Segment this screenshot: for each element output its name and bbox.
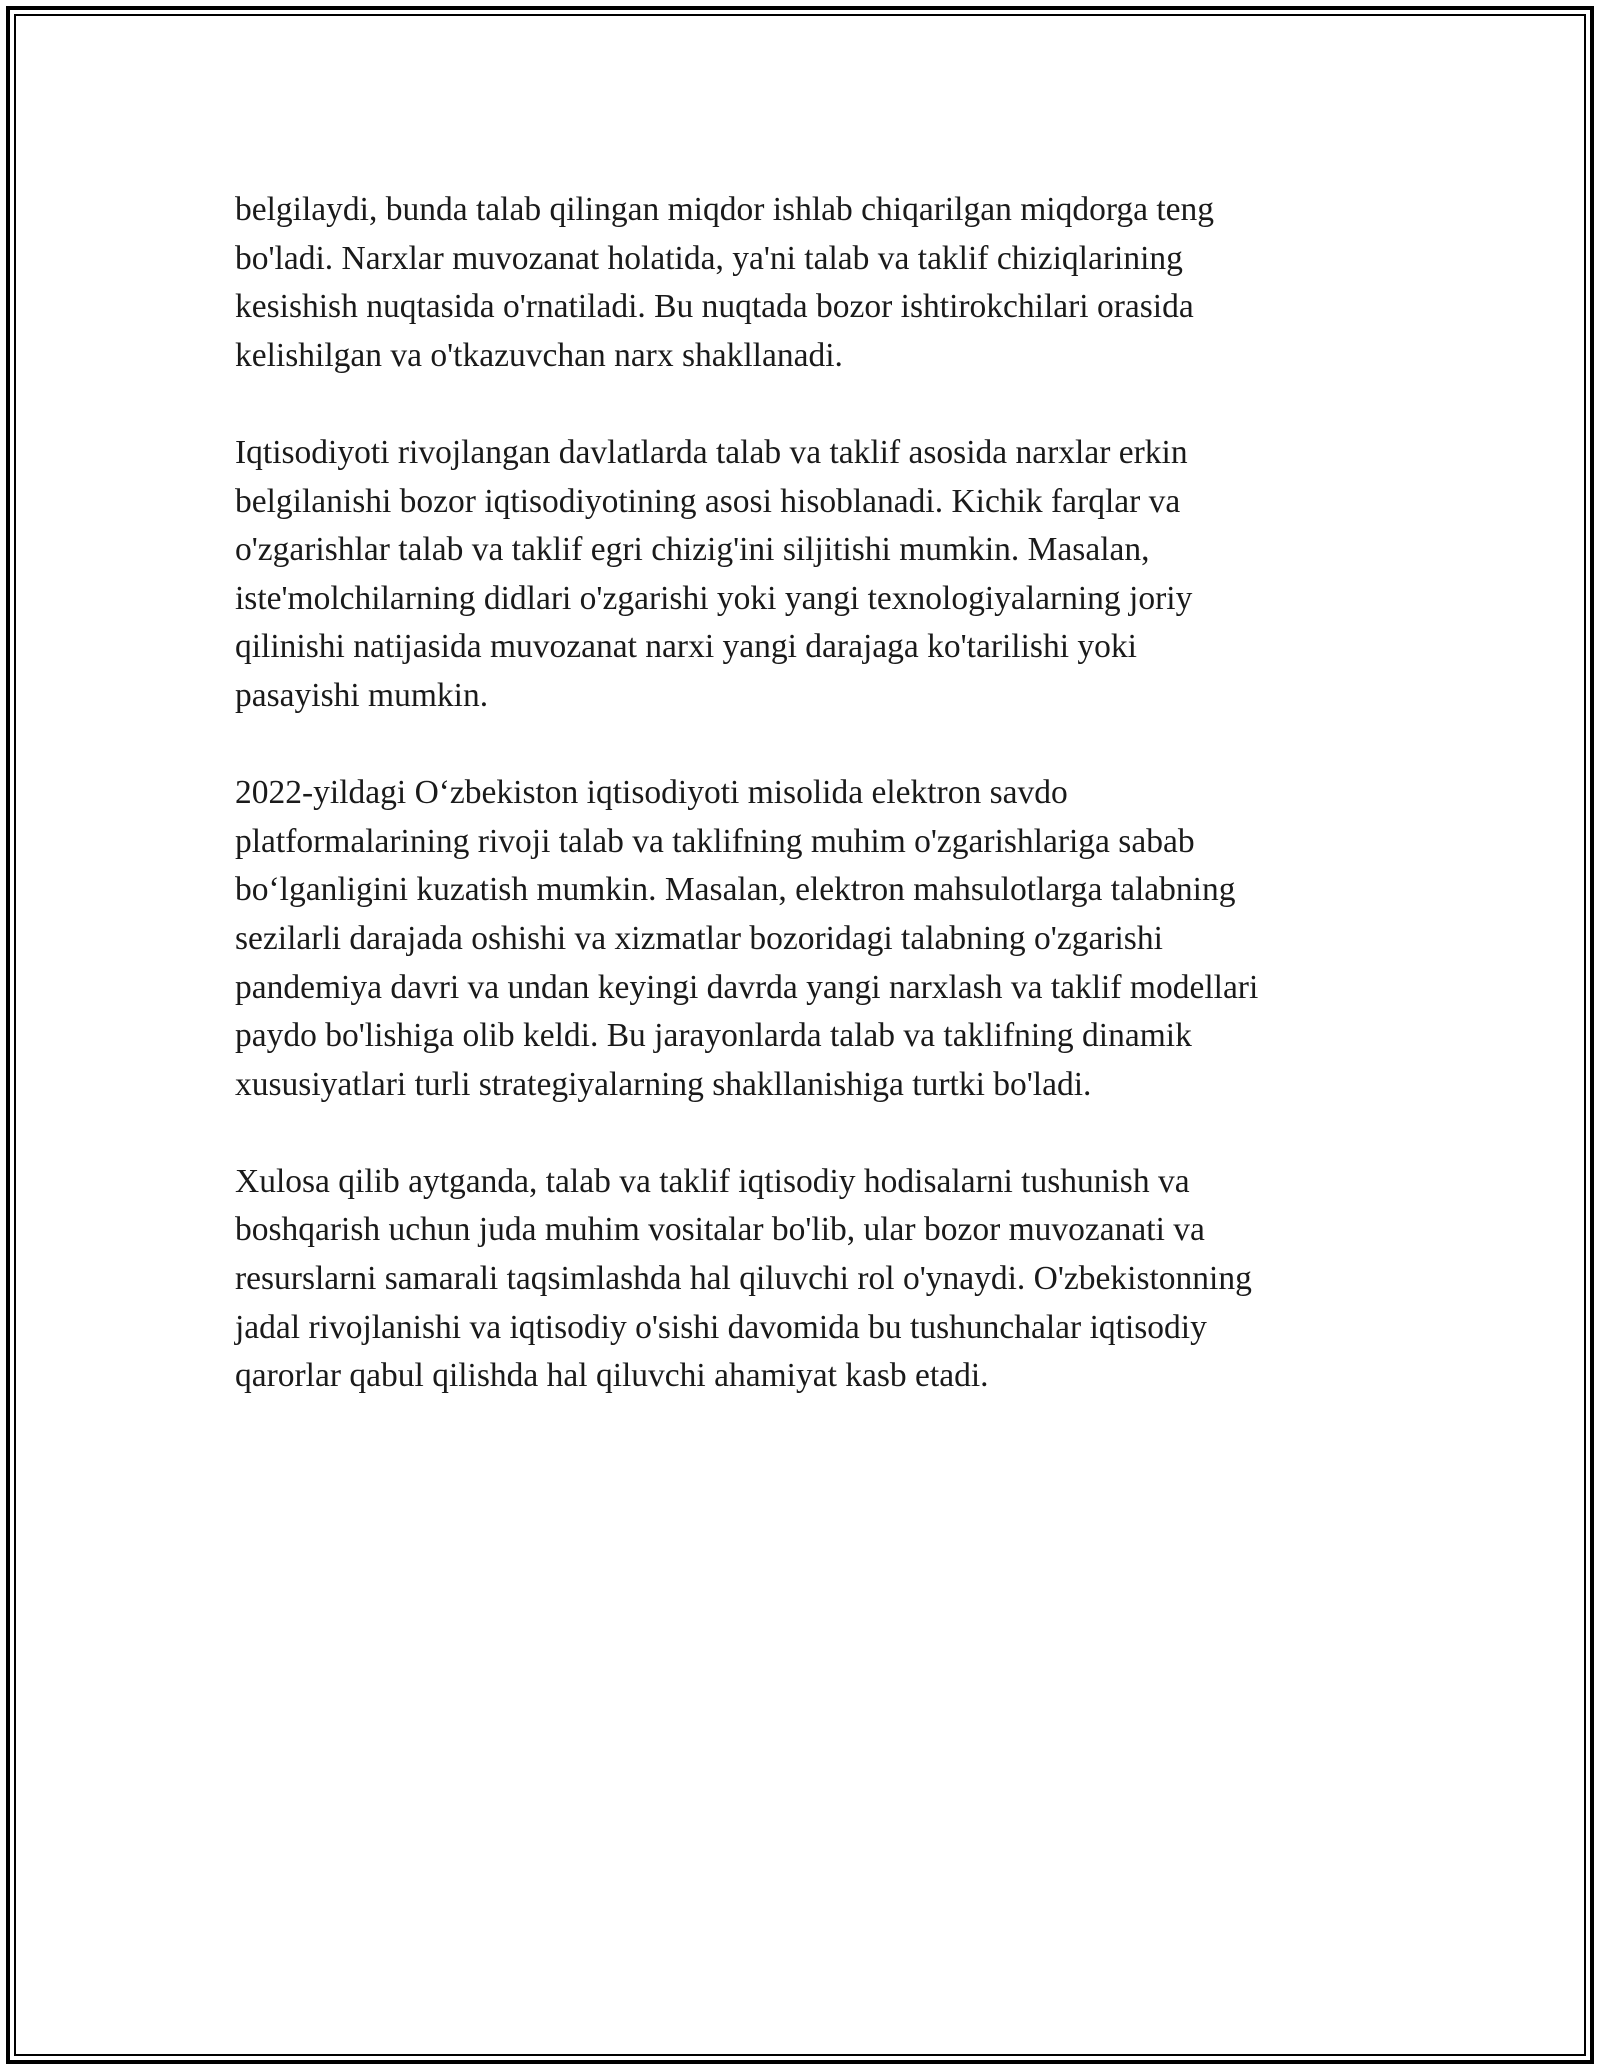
paragraph-2: Iqtisodiyoti rivojlangan davlatlarda talab va taklif asosida narxlar erkin belgilanishi bozor iqtisodiyotining asosi hisoblanadi. Kichik farqlar va o'zgarishlar talab va taklif egri chizig'ini siljitishi mumkin. Masalan, iste'molchilarning didlari o'zgarishi yoki yangi texnologiyalarning joriy qilinishi natijasida muvozanat narxi yangi darajaga ko'tarilishi yoki pasayishi mumkin. <box>235 433 1193 714</box>
paragraph-1: belgilaydi, bunda talab qilingan miqdor ishlab chiqarilgan miqdorga teng bo'ladi. Narxlar muvozanat holatida, ya'ni talab va taklif chiziqlarining kesishish nuqtasida o'rnatiladi. Bu nuqtada bozor ishtirokchilari orasida kelishilgan va o'tkazuvchan narx shakllanadi. <box>235 191 1215 374</box>
paragraph-4: Xulosa qilib aytganda, talab va taklif iqtisodiy hodisalarni tushunish va boshqarish uchun juda muhim vositalar bo'lib, ular bozor muvozanati va resurslarni samarali taqsimlashda hal qiluvchi rol o'ynaydi. O'zbekistonning jadal rivojlanishi va iqtisodiy o'sishi davomida bu tushunchalar iqtisodiy qarorlar qabul qilishda hal qiluvchi ahamiyat kasb etadi. <box>235 1162 1252 1395</box>
paragraph-3: 2022-yildagi O‘zbekiston iqtisodiyoti misolida elektron savdo platformalarining rivoji talab va taklifning muhim o'zgarishlariga sabab bo‘lganligini kuzatish mumkin. Masalan, elektron mahsulotlarga talabning sezilarli darajada oshishi va xizmatlar bozoridagi talabning o'zgarishi pandemiya davri va undan keyingi davrda yangi narxlash va taklif modellari paydo bo'lishiga olib keldi. Bu jarayonlarda talab va taklifning dinamik xususiyatlari turli strategiyalarning shakllanishiga turtki bo'ladi. <box>235 774 1259 1103</box>
document-body <box>235 186 1365 1449</box>
